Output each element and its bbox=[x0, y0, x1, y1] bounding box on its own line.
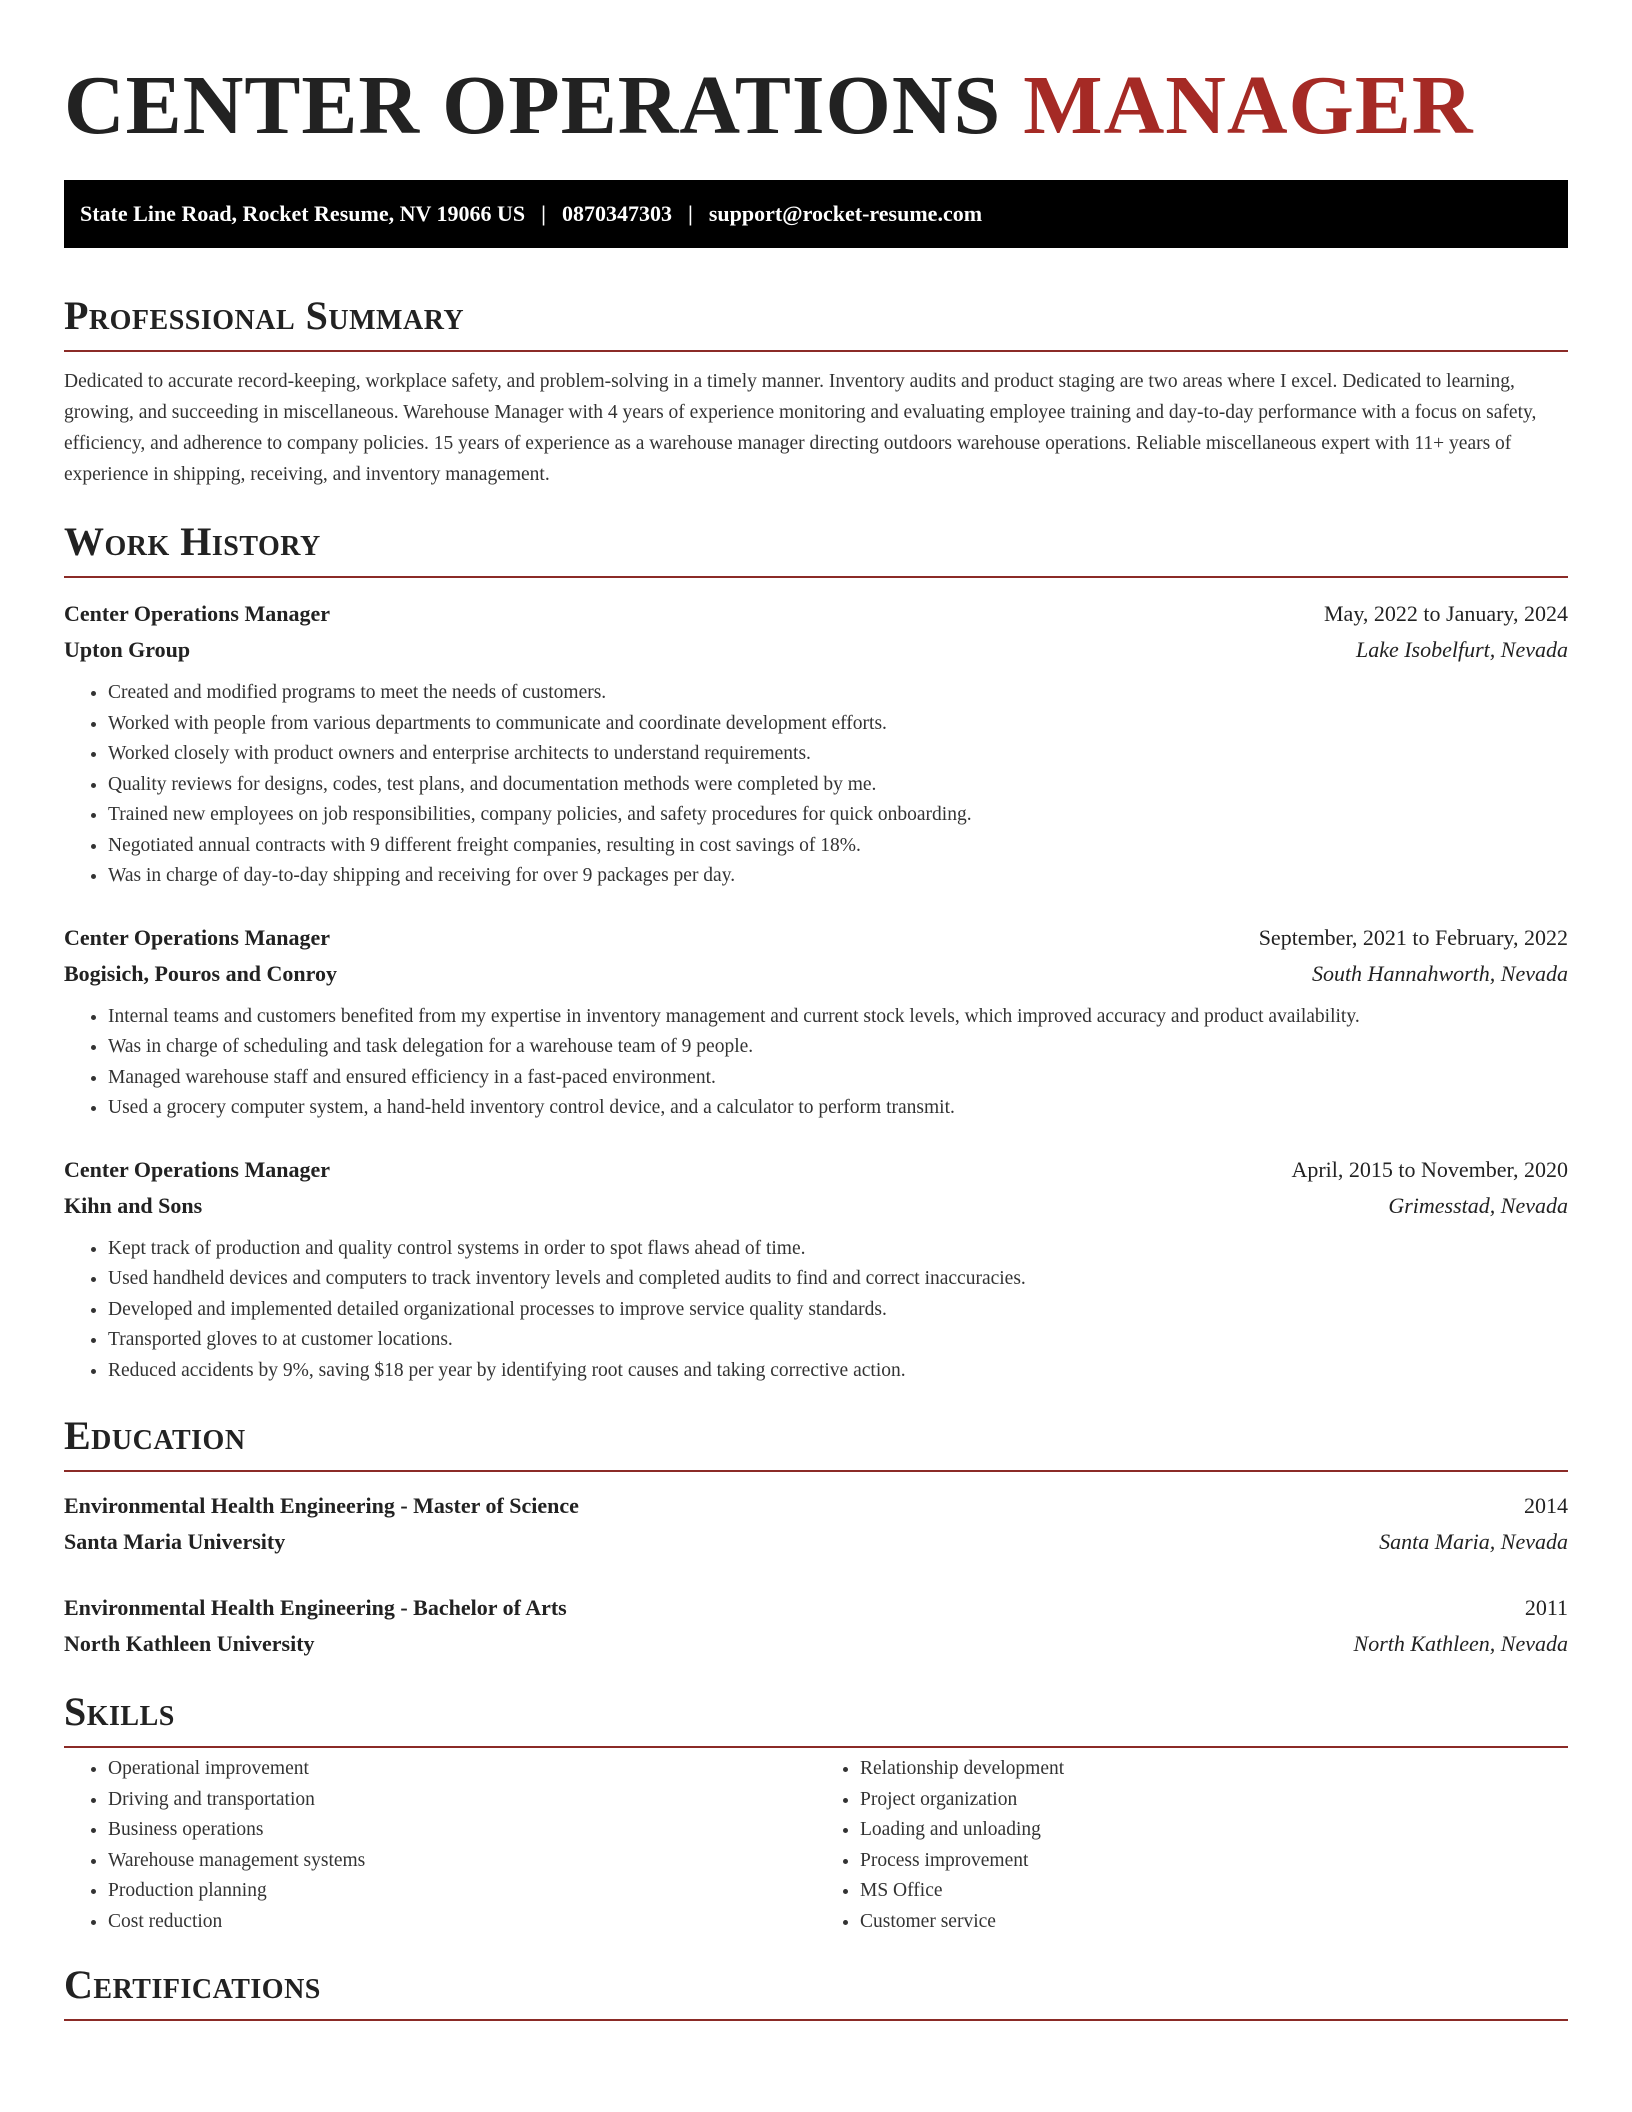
education-entry bbox=[64, 1590, 1568, 1662]
skill-item: • Warehouse management systems bbox=[108, 1846, 816, 1877]
education-year: 2014 bbox=[1524, 1493, 1568, 1518]
contact-bar bbox=[64, 180, 1568, 248]
skill-item: • Cost reduction bbox=[108, 1907, 816, 1938]
contact-address: State Line Road, Rocket Resume, NV 19066 US bbox=[80, 201, 526, 226]
job-header-row bbox=[64, 1152, 1568, 1188]
job-bullet: • Used handheld devices and computers to track inventory levels and completed audits to find and correct inaccuracies. bbox=[108, 1264, 1568, 1295]
skills-list-left bbox=[64, 1754, 816, 1937]
section-divider bbox=[64, 1470, 1568, 1472]
job-location: Grimesstad, Nevada bbox=[1388, 1192, 1568, 1218]
certifications-section bbox=[64, 1963, 1568, 2021]
job-bullet: • Kept track of production and quality control systems in order to spot flaws ahead of time. bbox=[108, 1234, 1568, 1265]
job-location: South Hannahworth, Nevada bbox=[1311, 960, 1568, 986]
job-bullet: • Created and modified programs to meet the needs of customers. bbox=[108, 678, 1568, 709]
job-bullet: • Quality reviews for designs, codes, test plans, and documentation methods were completed by me. bbox=[108, 770, 1568, 801]
section-divider bbox=[64, 1746, 1568, 1748]
contact-separator: | bbox=[541, 201, 546, 226]
education-section bbox=[64, 1414, 1568, 1662]
skills-list-right bbox=[816, 1754, 1568, 1937]
job-role: Center Operations Manager bbox=[64, 924, 330, 950]
education-degree: Environmental Health Engineering - Bachelor of Arts bbox=[64, 1595, 567, 1620]
education-entry bbox=[64, 1488, 1568, 1560]
job-bullets bbox=[64, 1234, 1568, 1387]
education-location: Santa Maria, Nevada bbox=[1379, 1529, 1568, 1554]
job-bullet: • Negotiated annual contracts with 9 different freight companies, resulting in cost savings of 18%. bbox=[108, 831, 1568, 862]
section-divider bbox=[64, 350, 1568, 352]
skill-item: • Customer service bbox=[860, 1907, 1568, 1938]
job-bullet: • Trained new employees on job responsibilities, company policies, and safety procedures for quick onboarding. bbox=[108, 800, 1568, 831]
summary-section bbox=[64, 294, 1568, 490]
education-header-row bbox=[64, 1590, 1568, 1626]
education-header-row bbox=[64, 1488, 1568, 1524]
job-bullets bbox=[64, 678, 1568, 892]
name-accent: MANAGER bbox=[1023, 59, 1474, 152]
education-school-row bbox=[64, 1524, 1568, 1560]
job-dates: May, 2022 to January, 2024 bbox=[1324, 601, 1568, 626]
job-bullet: • Transported gloves to at customer locations. bbox=[108, 1325, 1568, 1356]
section-divider bbox=[64, 2019, 1568, 2021]
job-role: Center Operations Manager bbox=[64, 1156, 330, 1182]
section-divider bbox=[64, 576, 1568, 578]
education-degree: Environmental Health Engineering - Master of Science bbox=[64, 1493, 579, 1518]
job-bullet: • Worked with people from various departments to communicate and coordinate development efforts. bbox=[108, 709, 1568, 740]
education-school: Santa Maria University bbox=[64, 1529, 286, 1554]
education-school-row bbox=[64, 1626, 1568, 1662]
job-dates: September, 2021 to February, 2022 bbox=[1258, 924, 1568, 950]
section-title-work: Work History bbox=[64, 519, 321, 564]
skill-item: • Business operations bbox=[108, 1815, 816, 1846]
section-title-summary: Professional Summary bbox=[64, 293, 465, 338]
job-company-row bbox=[64, 956, 1568, 992]
name-title: CENTER OPERATIONS bbox=[64, 59, 1002, 152]
job-bullets bbox=[64, 1002, 1568, 1124]
job-company-row bbox=[64, 632, 1568, 668]
job-company-row bbox=[64, 1188, 1568, 1224]
job-bullet: • Managed warehouse staff and ensured efficiency in a fast-paced environment. bbox=[108, 1063, 1568, 1094]
section-title-skills: Skills bbox=[64, 1689, 175, 1734]
skills-section bbox=[64, 1690, 1568, 1937]
skill-item: • Project organization bbox=[860, 1785, 1568, 1816]
education-school: North Kathleen University bbox=[64, 1631, 315, 1656]
job-bullet: • Was in charge of scheduling and task delegation for a warehouse team of 9 people. bbox=[108, 1032, 1568, 1063]
job-location: Lake Isobelfurt, Nevada bbox=[1355, 637, 1568, 662]
job-entry bbox=[64, 596, 1568, 892]
section-title-certifications: Certifications bbox=[64, 1962, 321, 2007]
contact-phone: 0870347303 bbox=[561, 201, 672, 226]
job-company: Upton Group bbox=[64, 637, 191, 662]
skill-item: • Operational improvement bbox=[108, 1754, 816, 1785]
job-bullet: • Reduced accidents by 9%, saving $18 per year by identifying root causes and taking corrective action. bbox=[108, 1356, 1568, 1387]
education-location: North Kathleen, Nevada bbox=[1353, 1631, 1568, 1656]
job-entry bbox=[64, 920, 1568, 1124]
contact-email: support@rocket-resume.com bbox=[708, 201, 983, 226]
job-header-row bbox=[64, 920, 1568, 956]
summary-text: Dedicated to accurate record-keeping, workplace safety, and problem-solving in a timely manner. Inventory audits and product staging are two areas where I excel. Dedicated to learning, growing, and succeeding in miscellaneous. Warehouse Manager with 4 years of experience monitoring and evaluating employee training and day-to-day performance with a focus on safety, efficiency, and adherence to company policies. 15 years of experience as a warehouse manager directing outdoors warehouse operations. Reliable miscellaneous expert with 11+ years of experience in shipping, receiving, and inventory management. bbox=[64, 371, 1537, 485]
skill-item: • Driving and transportation bbox=[108, 1785, 816, 1816]
resume-name bbox=[64, 59, 1568, 152]
skills-columns bbox=[64, 1754, 1568, 1937]
skill-item: • Relationship development bbox=[860, 1754, 1568, 1785]
skill-item: • MS Office bbox=[860, 1876, 1568, 1907]
job-bullet: • Developed and implemented detailed organizational processes to improve service quality standards. bbox=[108, 1295, 1568, 1326]
section-title-education: Education bbox=[64, 1413, 246, 1458]
job-dates: April, 2015 to November, 2020 bbox=[1291, 1156, 1568, 1182]
work-history-section bbox=[64, 520, 1568, 1386]
job-bullet: • Worked closely with product owners and enterprise architects to understand requirements. bbox=[108, 739, 1568, 770]
job-header-row bbox=[64, 596, 1568, 632]
contact-separator: | bbox=[687, 201, 693, 226]
job-bullet: • Was in charge of day-to-day shipping and receiving for over 9 packages per day. bbox=[108, 861, 1568, 892]
skill-item: • Production planning bbox=[108, 1876, 816, 1907]
skill-item: • Process improvement bbox=[860, 1846, 1568, 1877]
skill-item: • Loading and unloading bbox=[860, 1815, 1568, 1846]
job-bullet: • Used a grocery computer system, a hand-held inventory control device, and a calculator to perform transmit. bbox=[108, 1093, 1568, 1124]
job-role: Center Operations Manager bbox=[64, 601, 330, 626]
job-company: Bogisich, Pouros and Conroy bbox=[64, 960, 338, 986]
education-year: 2011 bbox=[1524, 1595, 1568, 1620]
job-bullet: • Internal teams and customers benefited from my expertise in inventory management and current stock levels, which improved accuracy and product availability. bbox=[108, 1002, 1568, 1033]
job-entry bbox=[64, 1152, 1568, 1387]
job-company: Kihn and Sons bbox=[64, 1192, 203, 1218]
